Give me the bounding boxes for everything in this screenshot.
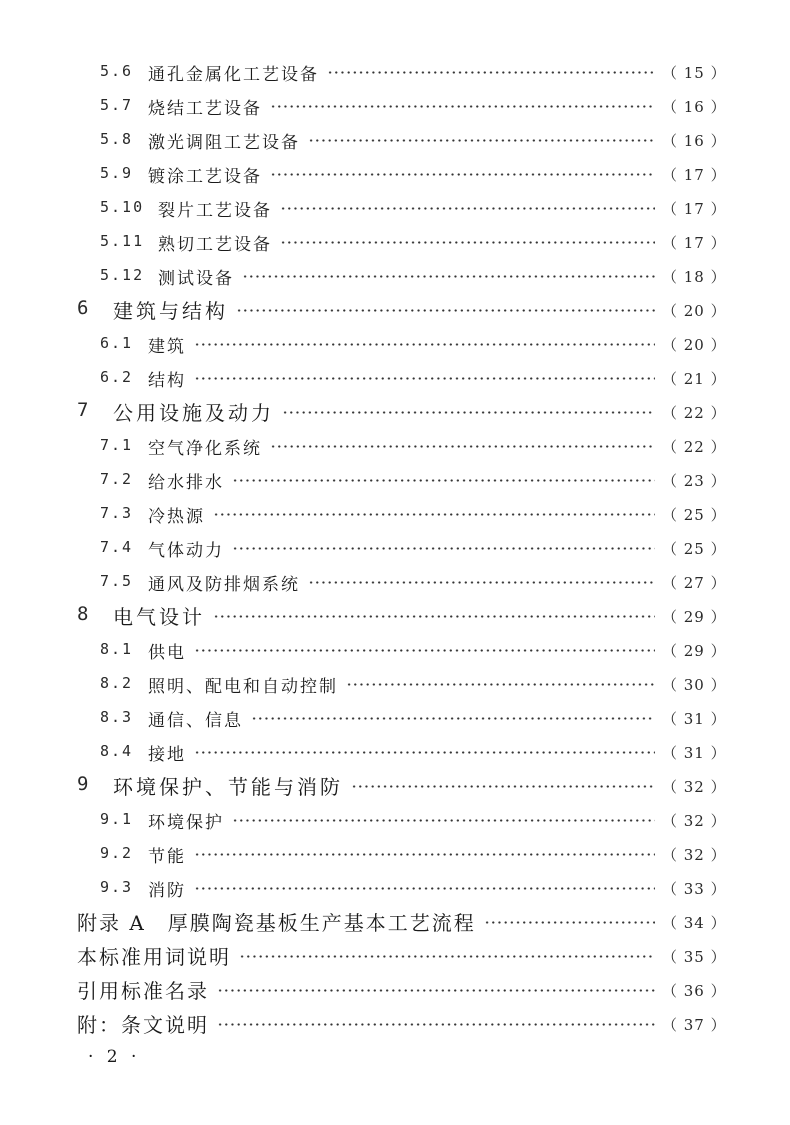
- toc-entry-title: 接地: [148, 745, 186, 765]
- toc-entry-page: （ 32 ）: [662, 778, 727, 796]
- toc-entry-number: 5.6: [100, 62, 134, 80]
- toc-entry[interactable]: [0, 498, 790, 532]
- toc-entry[interactable]: [0, 600, 790, 634]
- toc-entry-number: 9.1: [100, 810, 134, 828]
- toc-entry-number: 8: [77, 603, 91, 625]
- dot-leader: [308, 581, 655, 584]
- toc-entry-page: （ 16 ）: [662, 98, 727, 116]
- toc-entry-number: 7.3: [100, 504, 134, 522]
- toc-entry-number: 7: [77, 399, 91, 421]
- toc-entry-number: 6.1: [100, 334, 134, 352]
- toc-entry-title: 冷热源: [148, 507, 205, 527]
- toc-entry-page: （ 21 ）: [662, 370, 727, 388]
- dot-leader: [232, 479, 655, 482]
- dot-leader: [280, 241, 655, 244]
- toc-entry-title: 环境保护: [148, 813, 224, 833]
- dot-leader: [194, 343, 655, 346]
- toc-entry-number: 5.7: [100, 96, 134, 114]
- toc-entry-number: 7.2: [100, 470, 134, 488]
- toc-entry-page: （ 20 ）: [662, 302, 727, 320]
- toc-entry-title: 引用标准名录: [77, 979, 209, 1003]
- toc-entry-page: （ 32 ）: [662, 846, 727, 864]
- toc-entry-title: 给水排水: [148, 473, 224, 493]
- toc-entry-title: 供电: [148, 643, 186, 663]
- dot-leader: [232, 547, 655, 550]
- toc-entry-number: 5.9: [100, 164, 134, 182]
- toc-entry-number: 7.1: [100, 436, 134, 454]
- dot-leader: [308, 139, 655, 142]
- toc-entry[interactable]: [0, 974, 790, 1008]
- toc-entry[interactable]: [0, 192, 790, 226]
- toc-entry-title: 附：条文说明: [77, 1013, 209, 1037]
- toc-entry-title: 附录 A 厚膜陶瓷基板生产基本工艺流程: [77, 911, 476, 935]
- toc-entry-page: （ 35 ）: [662, 948, 727, 966]
- toc-entry[interactable]: [0, 906, 790, 940]
- toc-entry[interactable]: [0, 294, 790, 328]
- toc-entry[interactable]: [0, 532, 790, 566]
- dot-leader: [194, 853, 655, 856]
- dot-leader: [194, 751, 655, 754]
- toc-entry-number: 5.12: [100, 266, 145, 284]
- toc-entry-page: （ 33 ）: [662, 880, 727, 898]
- toc-entry-page: （ 17 ）: [662, 200, 727, 218]
- toc-entry-number: 7.4: [100, 538, 134, 556]
- dot-leader: [194, 377, 655, 380]
- toc-entry-page: （ 25 ）: [662, 540, 727, 558]
- dot-leader: [232, 819, 655, 822]
- dot-leader: [236, 309, 655, 312]
- toc-entry-page: （ 17 ）: [662, 234, 727, 252]
- toc-entry-title: 环境保护、节能与消防: [113, 775, 343, 799]
- toc-entry-page: （ 18 ）: [662, 268, 727, 286]
- toc-entry[interactable]: [0, 668, 790, 702]
- toc-entry[interactable]: [0, 872, 790, 906]
- toc-entry[interactable]: [0, 464, 790, 498]
- dot-leader: [346, 683, 655, 686]
- toc-entry-page: （ 30 ）: [662, 676, 727, 694]
- toc-entry-title: 节能: [148, 847, 186, 867]
- toc-entry-page: （ 34 ）: [662, 914, 727, 932]
- dot-leader: [251, 717, 655, 720]
- toc-entry-title: 通风及防排烟系统: [148, 575, 300, 595]
- toc-entry-page: （ 23 ）: [662, 472, 727, 490]
- toc-entry-page: （ 22 ）: [662, 438, 727, 456]
- toc-entry[interactable]: [0, 770, 790, 804]
- toc-entry-number: 6.2: [100, 368, 134, 386]
- toc-entry-page: （ 22 ）: [662, 404, 727, 422]
- toc-entry[interactable]: [0, 362, 790, 396]
- toc-entry[interactable]: [0, 226, 790, 260]
- dot-leader: [484, 921, 655, 924]
- toc-entry-title: 测试设备: [158, 269, 234, 289]
- toc-entry-title: 镀涂工艺设备: [148, 167, 262, 187]
- toc-entry-title: 电气设计: [113, 605, 205, 629]
- dot-leader: [270, 173, 655, 176]
- table-of-contents: [0, 56, 790, 1042]
- dot-leader: [194, 887, 655, 890]
- toc-entry[interactable]: [0, 260, 790, 294]
- toc-entry-number: 6: [77, 297, 91, 319]
- toc-entry-title: 裂片工艺设备: [158, 201, 272, 221]
- toc-entry-title: 气体动力: [148, 541, 224, 561]
- toc-entry-page: （ 37 ）: [662, 1016, 727, 1034]
- toc-entry-number: 8.3: [100, 708, 134, 726]
- toc-entry-title: 熟切工艺设备: [158, 235, 272, 255]
- toc-entry-page: （ 29 ）: [662, 608, 727, 626]
- toc-entry-title: 通信、信息: [148, 711, 243, 731]
- toc-entry[interactable]: [0, 158, 790, 192]
- toc-entry[interactable]: [0, 328, 790, 362]
- toc-entry-page: （ 31 ）: [662, 710, 727, 728]
- toc-entry[interactable]: [0, 430, 790, 464]
- toc-entry[interactable]: [0, 1008, 790, 1042]
- toc-entry-page: （ 17 ）: [662, 166, 727, 184]
- toc-entry-title: 建筑: [148, 337, 186, 357]
- toc-entry-page: （ 25 ）: [662, 506, 727, 524]
- toc-entry-title: 激光调阻工艺设备: [148, 133, 300, 153]
- toc-entry-number: 9.2: [100, 844, 134, 862]
- toc-entry[interactable]: [0, 396, 790, 430]
- dot-leader: [242, 275, 655, 278]
- dot-leader: [280, 207, 655, 210]
- dot-leader: [194, 649, 655, 652]
- toc-entry-page: （ 15 ）: [662, 64, 727, 82]
- toc-entry[interactable]: [0, 56, 790, 90]
- toc-entry-page: （ 16 ）: [662, 132, 727, 150]
- dot-leader: [217, 989, 655, 992]
- toc-entry-number: 5.8: [100, 130, 134, 148]
- toc-entry-title: 空气净化系统: [148, 439, 262, 459]
- dot-leader: [282, 411, 655, 414]
- toc-entry[interactable]: [0, 702, 790, 736]
- toc-entry-number: 5.11: [100, 232, 145, 250]
- toc-entry-number: 9.3: [100, 878, 134, 896]
- toc-entry-page: （ 31 ）: [662, 744, 727, 762]
- toc-entry[interactable]: [0, 804, 790, 838]
- dot-leader: [217, 1023, 655, 1026]
- toc-entry[interactable]: [0, 634, 790, 668]
- toc-entry[interactable]: [0, 838, 790, 872]
- toc-entry[interactable]: [0, 124, 790, 158]
- toc-entry-title: 建筑与结构: [113, 299, 228, 323]
- toc-entry-title: 结构: [148, 371, 186, 391]
- toc-entry[interactable]: [0, 736, 790, 770]
- dot-leader: [327, 71, 655, 74]
- toc-entry[interactable]: [0, 90, 790, 124]
- toc-entry-page: （ 20 ）: [662, 336, 727, 354]
- toc-entry[interactable]: [0, 566, 790, 600]
- toc-entry-title: 照明、配电和自动控制: [148, 677, 338, 697]
- dot-leader: [270, 105, 655, 108]
- dot-leader: [270, 445, 655, 448]
- toc-entry-title: 烧结工艺设备: [148, 99, 262, 119]
- dot-leader: [239, 955, 655, 958]
- toc-entry-page: （ 29 ）: [662, 642, 727, 660]
- toc-entry-title: 本标准用词说明: [77, 945, 231, 969]
- toc-entry-page: （ 36 ）: [662, 982, 727, 1000]
- toc-entry-number: 9: [77, 773, 91, 795]
- toc-entry[interactable]: [0, 940, 790, 974]
- toc-entry-page: （ 27 ）: [662, 574, 727, 592]
- toc-entry-number: 8.1: [100, 640, 134, 658]
- toc-entry-page: （ 32 ）: [662, 812, 727, 830]
- toc-entry-number: 8.4: [100, 742, 134, 760]
- page-number: · 2 ·: [88, 1047, 141, 1067]
- toc-entry-title: 公用设施及动力: [113, 401, 274, 425]
- dot-leader: [213, 615, 655, 618]
- toc-entry-number: 8.2: [100, 674, 134, 692]
- toc-entry-number: 5.10: [100, 198, 145, 216]
- dot-leader: [213, 513, 655, 516]
- toc-entry-number: 7.5: [100, 572, 134, 590]
- toc-entry-title: 通孔金属化工艺设备: [148, 65, 319, 85]
- toc-entry-title: 消防: [148, 881, 186, 901]
- dot-leader: [351, 785, 655, 788]
